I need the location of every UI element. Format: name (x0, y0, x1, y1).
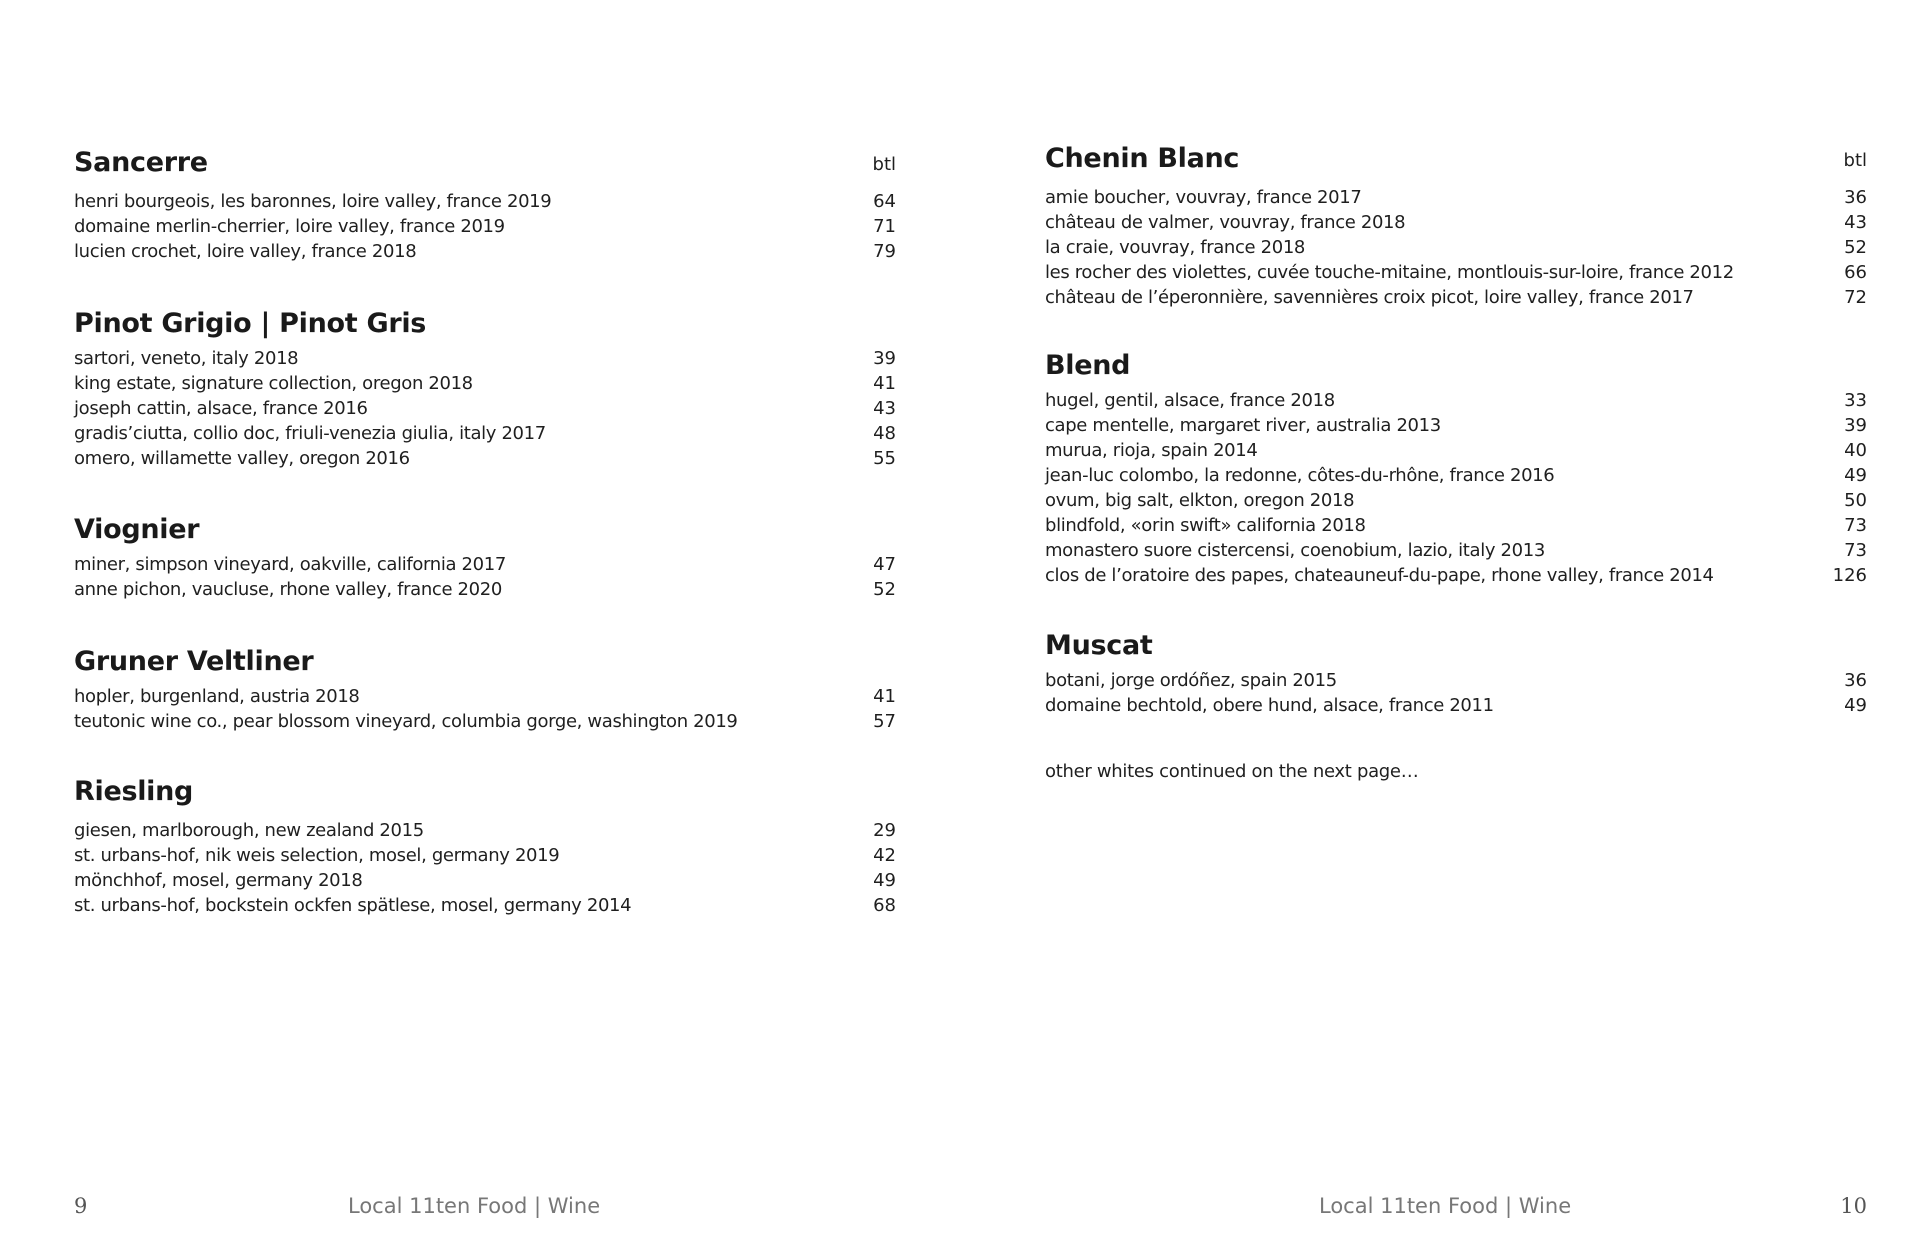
wine-name: miner, simpson vineyard, oakville, california 2017 (74, 554, 506, 575)
section-header (1045, 141, 1867, 185)
wine-price: 39 (873, 348, 896, 369)
wine-name: st. urbans-hof, bockstein ockfen spätlese, mosel, germany 2014 (74, 895, 632, 916)
list-item (74, 189, 896, 214)
list-item (74, 421, 896, 446)
wine-name: anne pichon, vaucluse, rhone valley, france 2020 (74, 579, 502, 600)
wine-price: 73 (1844, 540, 1867, 561)
wine-price: 52 (1844, 237, 1867, 258)
list-item (1045, 563, 1867, 588)
wine-price: 64 (873, 191, 896, 212)
wine-name: la craie, vouvray, france 2018 (1045, 237, 1306, 258)
wine-price: 40 (1844, 440, 1867, 461)
section-header (74, 644, 896, 684)
wine-name: jean-luc colombo, la redonne, côtes-du-rhône, france 2016 (1045, 465, 1555, 486)
wine-name: les rocher des violettes, cuvée touche-mitaine, montlouis-sur-loire, france 2012 (1045, 262, 1734, 283)
wine-name: blindfold, «orin swift» california 2018 (1045, 515, 1366, 536)
list-item (1045, 463, 1867, 488)
section-gruner-veltliner (74, 644, 896, 734)
list-item (74, 371, 896, 396)
section-title: Pinot Grigio | Pinot Gris (74, 308, 427, 339)
wine-price: 79 (873, 241, 896, 262)
section-title: Viognier (74, 514, 200, 545)
wine-price: 52 (873, 579, 896, 600)
section-blend (1045, 348, 1867, 588)
list-item (1045, 235, 1867, 260)
wine-name: domaine merlin-cherrier, loire valley, france 2019 (74, 216, 505, 237)
wine-name: giesen, marlborough, new zealand 2015 (74, 820, 424, 841)
wine-price: 48 (873, 423, 896, 444)
footer-brand: Local 11ten Food | Wine (1319, 1194, 1572, 1218)
list-item (1045, 285, 1867, 310)
wine-name: henri bourgeois, les baronnes, loire valley, france 2019 (74, 191, 552, 212)
wine-name: botani, jorge ordóñez, spain 2015 (1045, 670, 1337, 691)
section-title: Riesling (74, 776, 194, 807)
list-item (74, 684, 896, 709)
section-muscat (1045, 628, 1867, 718)
section-header (74, 145, 896, 185)
list-item (1045, 413, 1867, 438)
list-item (1045, 388, 1867, 413)
section-header (74, 774, 896, 814)
list-item (74, 396, 896, 421)
wine-name: château de valmer, vouvray, france 2018 (1045, 212, 1406, 233)
wine-price: 73 (1844, 515, 1867, 536)
wine-price: 49 (1844, 695, 1867, 716)
list-item (74, 239, 896, 264)
wine-price: 41 (873, 373, 896, 394)
list-item (74, 843, 896, 868)
wine-price: 50 (1844, 490, 1867, 511)
wine-list (1045, 185, 1867, 310)
wine-list (1045, 668, 1867, 718)
wine-name: clos de l’oratoire des papes, chateauneuf-du-pape, rhone valley, france 2014 (1045, 565, 1714, 586)
wine-price: 71 (873, 216, 896, 237)
wine-name: mönchhof, mosel, germany 2018 (74, 870, 363, 891)
wine-price: 49 (873, 870, 896, 891)
footer-brand: Local 11ten Food | Wine (348, 1194, 601, 1218)
wine-name: château de l’éperonnière, savennières croix picot, loire valley, france 2017 (1045, 287, 1694, 308)
wine-name: omero, willamette valley, oregon 2016 (74, 448, 410, 469)
wine-name: teutonic wine co., pear blossom vineyard, columbia gorge, washington 2019 (74, 711, 738, 732)
list-item (74, 577, 896, 602)
section-title: Muscat (1045, 630, 1153, 661)
list-item (74, 346, 896, 371)
wine-name: hopler, burgenland, austria 2018 (74, 686, 360, 707)
list-item (74, 868, 896, 893)
wine-price: 36 (1844, 670, 1867, 691)
section-header (1045, 348, 1867, 388)
wine-price: 36 (1844, 187, 1867, 208)
list-item (74, 709, 896, 734)
wine-price: 72 (1844, 287, 1867, 308)
list-item (1045, 210, 1867, 235)
wine-list (74, 346, 896, 471)
wine-name: hugel, gentil, alsace, france 2018 (1045, 390, 1335, 411)
wine-name: domaine bechtold, obere hund, alsace, france 2011 (1045, 695, 1494, 716)
wine-price: 39 (1844, 415, 1867, 436)
wine-price: 55 (873, 448, 896, 469)
list-item (74, 214, 896, 239)
list-item (1045, 668, 1867, 693)
list-item (1045, 538, 1867, 563)
section-title: Gruner Veltliner (74, 646, 314, 677)
wine-list (74, 684, 896, 734)
wine-price: 33 (1844, 390, 1867, 411)
wine-price: 57 (873, 711, 896, 732)
page-number: 9 (74, 1194, 88, 1218)
wine-name: cape mentelle, margaret river, australia 2013 (1045, 415, 1441, 436)
wine-list (1045, 388, 1867, 588)
section-riesling (74, 774, 896, 918)
wine-name: joseph cattin, alsace, france 2016 (74, 398, 368, 419)
wine-price: 43 (1844, 212, 1867, 233)
page-number: 10 (1840, 1194, 1867, 1218)
list-item (1045, 693, 1867, 718)
wine-name: king estate, signature collection, oregon 2018 (74, 373, 473, 394)
wine-name: amie boucher, vouvray, france 2017 (1045, 187, 1362, 208)
wine-price: 49 (1844, 465, 1867, 486)
continued-note: other whites continued on the next page… (1045, 761, 1419, 782)
list-item (74, 893, 896, 918)
wine-price: 47 (873, 554, 896, 575)
wine-price: 29 (873, 820, 896, 841)
list-item (1045, 185, 1867, 210)
wine-name: murua, rioja, spain 2014 (1045, 440, 1258, 461)
section-chenin-blanc (1045, 141, 1867, 310)
left-page (74, 0, 896, 1256)
wine-name: gradis’ciutta, collio doc, friuli-venezia giulia, italy 2017 (74, 423, 546, 444)
section-title: Blend (1045, 350, 1131, 381)
wine-list (74, 552, 896, 602)
wine-price: 66 (1844, 262, 1867, 283)
wine-name: st. urbans-hof, nik weis selection, mosel, germany 2019 (74, 845, 560, 866)
list-item (1045, 488, 1867, 513)
wine-name: monastero suore cistercensi, coenobium, lazio, italy 2013 (1045, 540, 1545, 561)
list-item (1045, 260, 1867, 285)
wine-price: 126 (1832, 565, 1867, 586)
list-item (1045, 513, 1867, 538)
wine-name: ovum, big salt, elkton, oregon 2018 (1045, 490, 1355, 511)
section-header (1045, 628, 1867, 668)
list-item (1045, 438, 1867, 463)
wine-list (74, 818, 896, 918)
wine-list (74, 189, 896, 264)
section-header (74, 306, 896, 346)
bottle-column-label: btl (872, 154, 896, 175)
right-page (1045, 0, 1867, 1256)
wine-price: 68 (873, 895, 896, 916)
section-viognier (74, 512, 896, 602)
wine-name: sartori, veneto, italy 2018 (74, 348, 299, 369)
wine-price: 43 (873, 398, 896, 419)
section-sancerre (74, 145, 896, 264)
wine-name: lucien crochet, loire valley, france 2018 (74, 241, 417, 262)
wine-price: 42 (873, 845, 896, 866)
section-pinot-grigio (74, 306, 896, 471)
section-header (74, 512, 896, 552)
section-title: Chenin Blanc (1045, 143, 1240, 174)
list-item (74, 552, 896, 577)
section-title: Sancerre (74, 147, 208, 178)
bottle-column-label: btl (1843, 150, 1867, 171)
wine-price: 41 (873, 686, 896, 707)
list-item (74, 446, 896, 471)
list-item (74, 818, 896, 843)
